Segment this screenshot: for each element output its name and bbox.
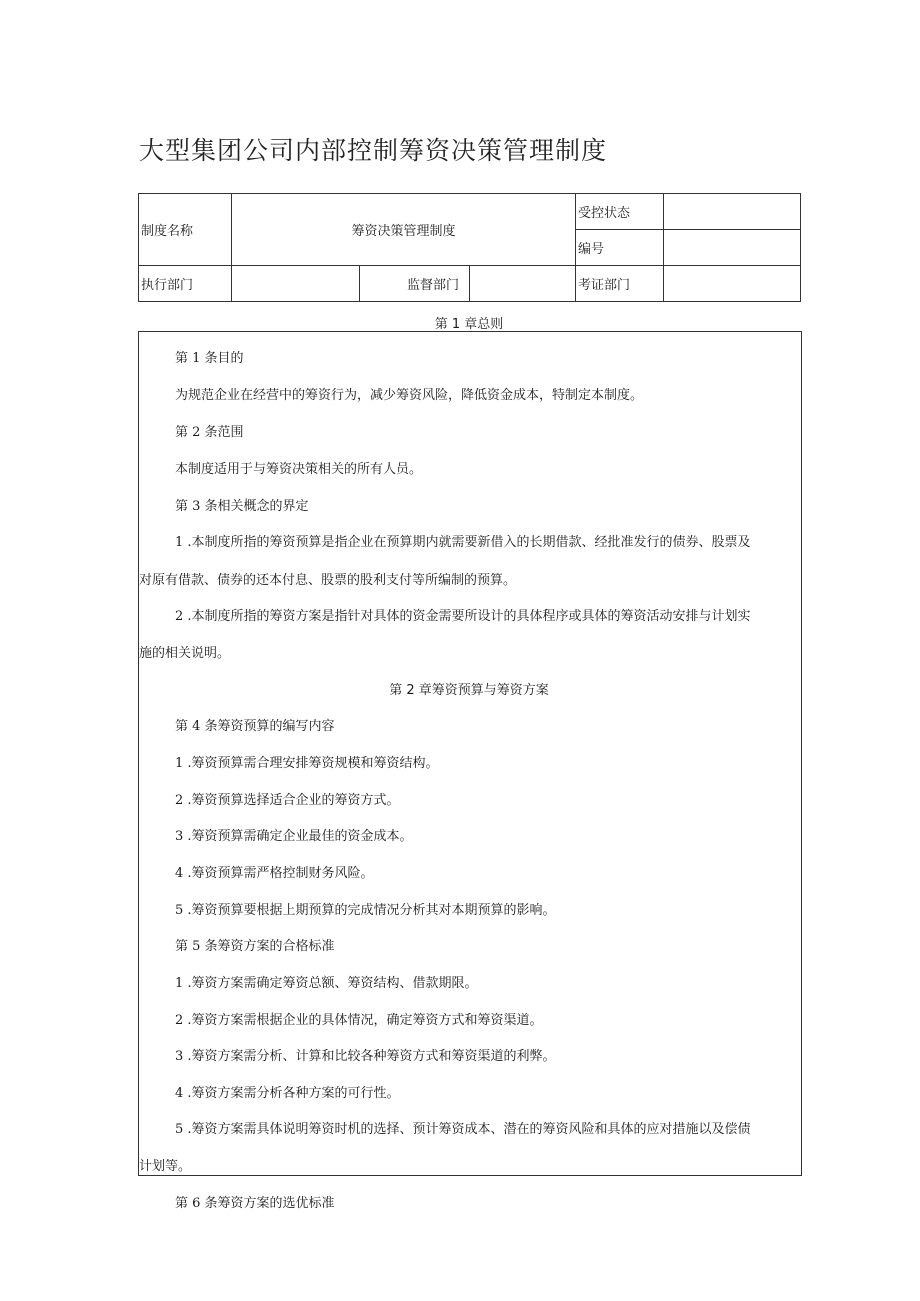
article-5-item-1: 1 .筹资方案需确定筹资总额、筹资结构、借款期限。 (175, 976, 478, 991)
article-2-heading: 第 2 条范围 (175, 425, 244, 440)
article-3-item-2: 2 .本制度所指的筹资方案是指针对具体的资金需要所设计的具体程序或具体的筹资活动安排与计划实 (175, 609, 751, 624)
control-status-value-cell (664, 194, 801, 230)
article-3-item-1: 1 .本制度所指的筹资预算是指企业在预算期内就需要新借入的长期借款、经批准发行的债券、股票及 (175, 535, 751, 550)
control-status-label-cell: 受控状态 (576, 194, 664, 230)
article-4-heading: 第 4 条筹资预算的编写内容 (175, 719, 335, 734)
exec-dept-value-cell (232, 266, 360, 302)
article-5-item-5: 5 .筹资方案需具体说明筹资时机的选择、预计筹资成本、潜在的筹资风险和具体的应对措施以及偿债 (175, 1122, 751, 1137)
article-5-item-5-cont: 计划等。 (139, 1159, 192, 1174)
article-5-item-2: 2 .筹资方案需根据企业的具体情况，确定筹资方式和筹资渠道。 (175, 1013, 543, 1028)
verify-dept-value-cell (664, 266, 801, 302)
article-4-item-3: 3 .筹资预算需确定企业最佳的资金成本。 (175, 829, 413, 844)
article-4-item-1: 1 .筹资预算需合理安排筹资规模和筹资结构。 (175, 756, 439, 771)
number-value-cell (664, 230, 801, 266)
article-3-item-1-cont: 对原有借款、债券的还本付息、股票的股利支付等所编制的预算。 (139, 573, 517, 588)
article-4-item-2: 2 .筹资预算选择适合企业的筹资方式。 (175, 793, 400, 808)
article-3-item-2-cont: 施的相关说明。 (139, 646, 231, 661)
article-1-text: 为规范企业在经营中的筹资行为，减少筹资风险，降低资金成本，特制定本制度。 (175, 388, 644, 403)
chapter-2-heading: 第 2 章筹资预算与筹资方案 (389, 683, 549, 698)
supervise-dept-value-cell (470, 266, 576, 302)
article-3-heading: 第 3 条相关概念的界定 (175, 499, 309, 514)
chapter-1-heading: 第 1 章总则 (434, 317, 504, 332)
number-label-cell: 编号 (576, 230, 664, 266)
header-info-table (138, 193, 801, 302)
verify-dept-label-cell: 考证部门 (576, 266, 664, 302)
article-5-item-3: 3 .筹资方案需分析、计算和比较各种筹资方式和筹资渠道的利弊。 (175, 1049, 556, 1064)
article-4-item-5: 5 .筹资预算要根据上期预算的完成情况分析其对本期预算的影响。 (175, 903, 556, 918)
article-5-heading: 第 5 条筹资方案的合格标准 (175, 939, 335, 954)
article-6-heading: 第 6 条筹资方案的选优标准 (175, 1196, 335, 1211)
article-5-item-4: 4 .筹资方案需分析各种方案的可行性。 (175, 1086, 400, 1101)
supervise-dept-label-cell: 监督部门 (360, 266, 470, 302)
article-2-text: 本制度适用于与筹资决策相关的所有人员。 (175, 462, 423, 477)
article-4-item-4: 4 .筹资预算需严格控制财务风险。 (175, 866, 374, 881)
exec-dept-label-cell: 执行部门 (139, 266, 232, 302)
article-1-heading: 第 1 条目的 (175, 351, 244, 366)
document-title: 大型集团公司内部控制筹资决策管理制度 (139, 136, 608, 165)
name-label-cell: 制度名称 (139, 194, 232, 266)
name-value-cell: 筹资决策管理制度 (232, 194, 576, 266)
